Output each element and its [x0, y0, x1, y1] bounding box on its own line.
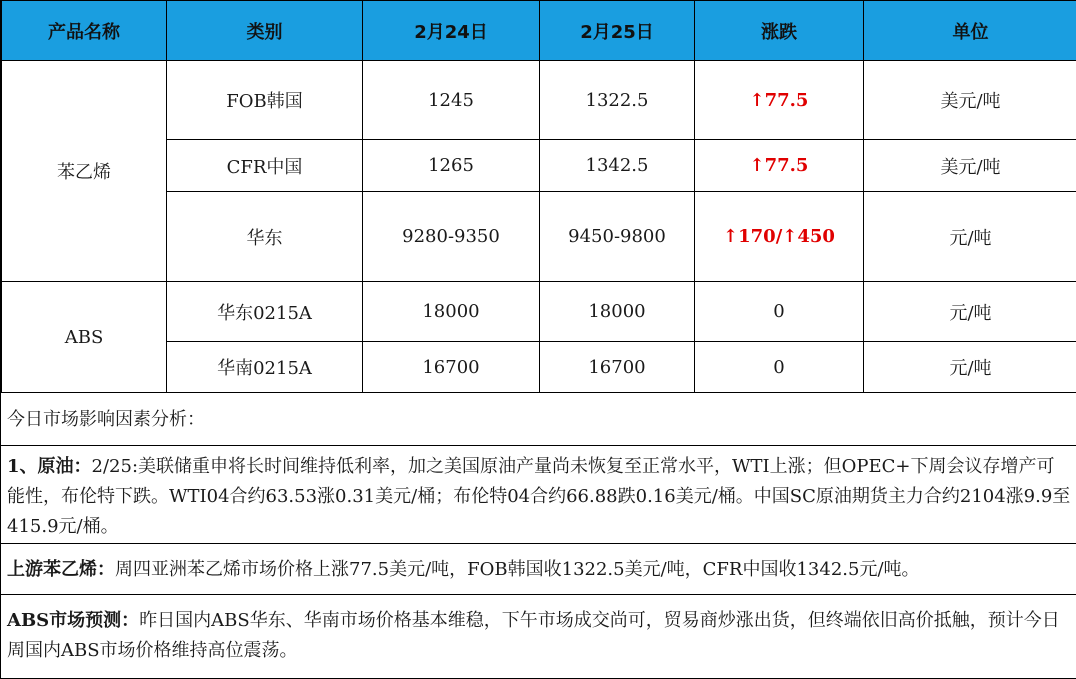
styrene-text: 周四亚洲苯乙烯市场价格上涨77.5美元/吨，FOB韩国收1322.5美元/吨，CFR中国收1342.5元/吨。 [115, 559, 920, 580]
product-cell-abs: ABS [2, 282, 167, 393]
header-feb25: 2月25日 [540, 1, 695, 61]
category-cell: 华东0215A [167, 282, 363, 342]
abs-forecast-note [1, 595, 1076, 679]
feb25-cell: 1342.5 [540, 140, 695, 192]
price-table [1, 0, 1076, 393]
header-unit: 单位 [864, 1, 1076, 61]
abs-forecast-label: ABS市场预测： [7, 610, 140, 631]
table-row [2, 282, 1076, 342]
feb24-cell: 16700 [363, 342, 540, 393]
header-product: 产品名称 [2, 1, 167, 61]
feb25-cell: 16700 [540, 342, 695, 393]
category-cell: CFR中国 [167, 140, 363, 192]
change-cell: 0 [695, 282, 864, 342]
analysis-title-text: 今日市场影响因素分析： [7, 409, 205, 430]
feb24-cell: 18000 [363, 282, 540, 342]
unit-cell: 元/吨 [864, 282, 1076, 342]
change-cell: ↑77.5 [695, 140, 864, 192]
category-cell: 华东 [167, 192, 363, 282]
unit-cell: 元/吨 [864, 192, 1076, 282]
table-header-row [2, 1, 1076, 61]
change-cell: ↑77.5 [695, 61, 864, 140]
change-cell: 0 [695, 342, 864, 393]
product-cell-styrene: 苯乙烯 [2, 61, 167, 282]
feb25-cell: 9450-9800 [540, 192, 695, 282]
feb25-cell: 1322.5 [540, 61, 695, 140]
feb25-cell: 18000 [540, 282, 695, 342]
unit-cell: 元/吨 [864, 342, 1076, 393]
unit-cell: 美元/吨 [864, 61, 1076, 140]
analysis-title [1, 393, 1076, 446]
feb24-cell: 1265 [363, 140, 540, 192]
unit-cell: 美元/吨 [864, 140, 1076, 192]
category-cell: 华南0215A [167, 342, 363, 393]
header-category: 类别 [167, 1, 363, 61]
category-cell: FOB韩国 [167, 61, 363, 140]
crude-oil-label: 1、原油： [7, 456, 92, 477]
styrene-note [1, 544, 1076, 595]
abs-forecast-text: 昨日国内ABS华东、华南市场价格基本维稳，下午市场成交尚可，贸易商炒涨出货，但终端依旧高价抵触，预计今日周国内ABS市场价格维持高位震荡。 [7, 610, 1060, 661]
header-change: 涨跌 [695, 1, 864, 61]
change-cell: ↑170/↑450 [695, 192, 864, 282]
crude-oil-note [1, 446, 1076, 544]
feb24-cell: 1245 [363, 61, 540, 140]
table-row [2, 61, 1076, 140]
feb24-cell: 9280-9350 [363, 192, 540, 282]
header-feb24: 2月24日 [363, 1, 540, 61]
styrene-label: 上游苯乙烯： [7, 559, 115, 580]
crude-oil-text: 2/25:美联储重申将长时间维持低利率，加之美国原油产量尚未恢复至正常水平，WTI上涨；但OPEC+下周会议存增产可能性，布伦特下跌。WTI04合约63.53涨0.31美元/桶；布伦特04合约66.88跌0.16美元/桶。中国SC原油期货主力合约2104涨9.9至415.9元/桶。 [7, 456, 1071, 537]
